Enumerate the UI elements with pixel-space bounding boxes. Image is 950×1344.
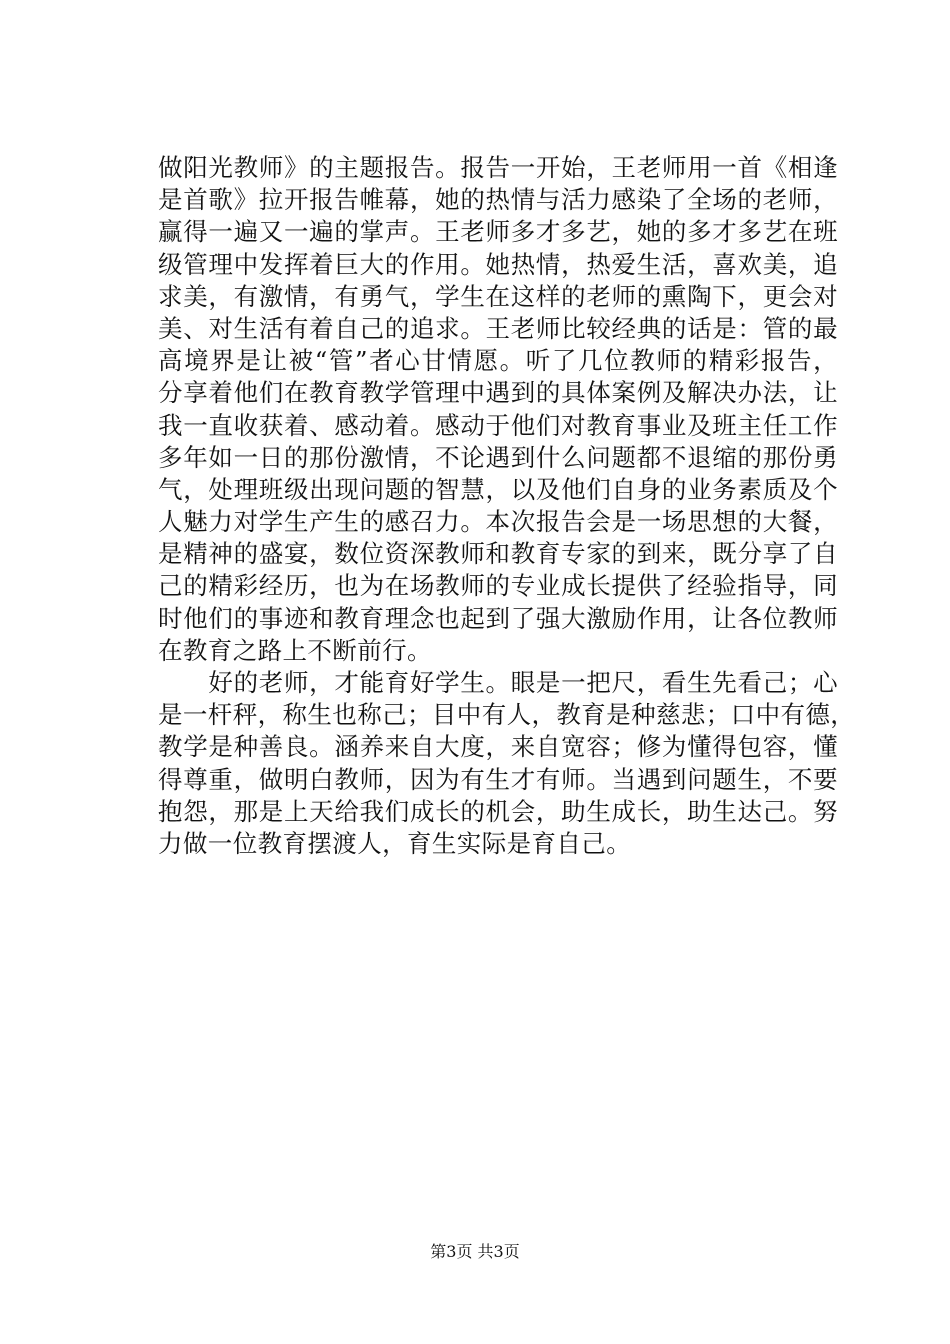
- text-line: 赢得一遍又一遍的掌声。王老师多才多艺，她的多才多艺在班: [158, 217, 838, 247]
- text-line: 美、对生活有着自己的追求。王老师比较经典的话是：管的最: [158, 313, 838, 343]
- text-line: 力做一位教育摆渡人，育生实际是育自己。: [158, 828, 632, 858]
- text-line: 好的老师，才能育好学生。眼是一把尺，看生先看己；心: [158, 668, 838, 697]
- text-line: 做阳光教师》的主题报告。报告一开始，王老师用一首《相逢: [158, 153, 838, 182]
- text-line: 时他们的事迹和教育理念也起到了强大激励作用，让各位教师: [158, 603, 838, 633]
- body-text: [158, 152, 856, 860]
- text-line: 是一杆秤，称生也称己；目中有人，教育是种慈悲；口中有德，: [158, 700, 856, 730]
- text-line: 得尊重，做明白教师，因为有生才有师。当遇到问题生，不要: [158, 764, 838, 794]
- text-line: 高境界是让被“管”者心甘情愿。听了几位教师的精彩报告，: [158, 346, 838, 376]
- text-line: 人魅力对学生产生的感召力。本次报告会是一场思想的大餐，: [158, 507, 838, 537]
- text-line: 级管理中发挥着巨大的作用。她热情，热爱生活，喜欢美，追: [158, 249, 838, 279]
- text-line: 教学是种善良。涵养来自大度，来自宽容；修为懂得包容，懂: [158, 732, 838, 762]
- text-line: 是首歌》拉开报告帷幕，她的热情与活力感染了全场的老师，: [158, 185, 838, 215]
- text-line: 分享着他们在教育教学管理中遇到的具体案例及解决办法，让: [158, 378, 838, 408]
- text-line: 是精神的盛宴，数位资深教师和教育专家的到来，既分享了自: [158, 539, 838, 569]
- text-line: 我一直收获着、感动着。感动于他们对教育事业及班主任工作: [158, 410, 838, 440]
- text-line: 气，处理班级出现问题的智慧，以及他们自身的业务素质及个: [158, 474, 838, 504]
- text-line: 抱怨，那是上天给我们成长的机会，助生成长，助生达己。努: [158, 796, 838, 826]
- text-line: 己的精彩经历，也为在场教师的专业成长提供了经验指导，同: [158, 571, 838, 601]
- text-line: 多年如一日的那份激情，不论遇到什么问题都不退缩的那份勇: [158, 442, 838, 472]
- text-line: 在教育之路上不断前行。: [158, 635, 432, 665]
- text-line: 求美，有激情，有勇气，学生在这样的老师的熏陶下，更会对: [158, 281, 838, 311]
- page-number-footer: 第3页 共3页: [430, 1242, 520, 1261]
